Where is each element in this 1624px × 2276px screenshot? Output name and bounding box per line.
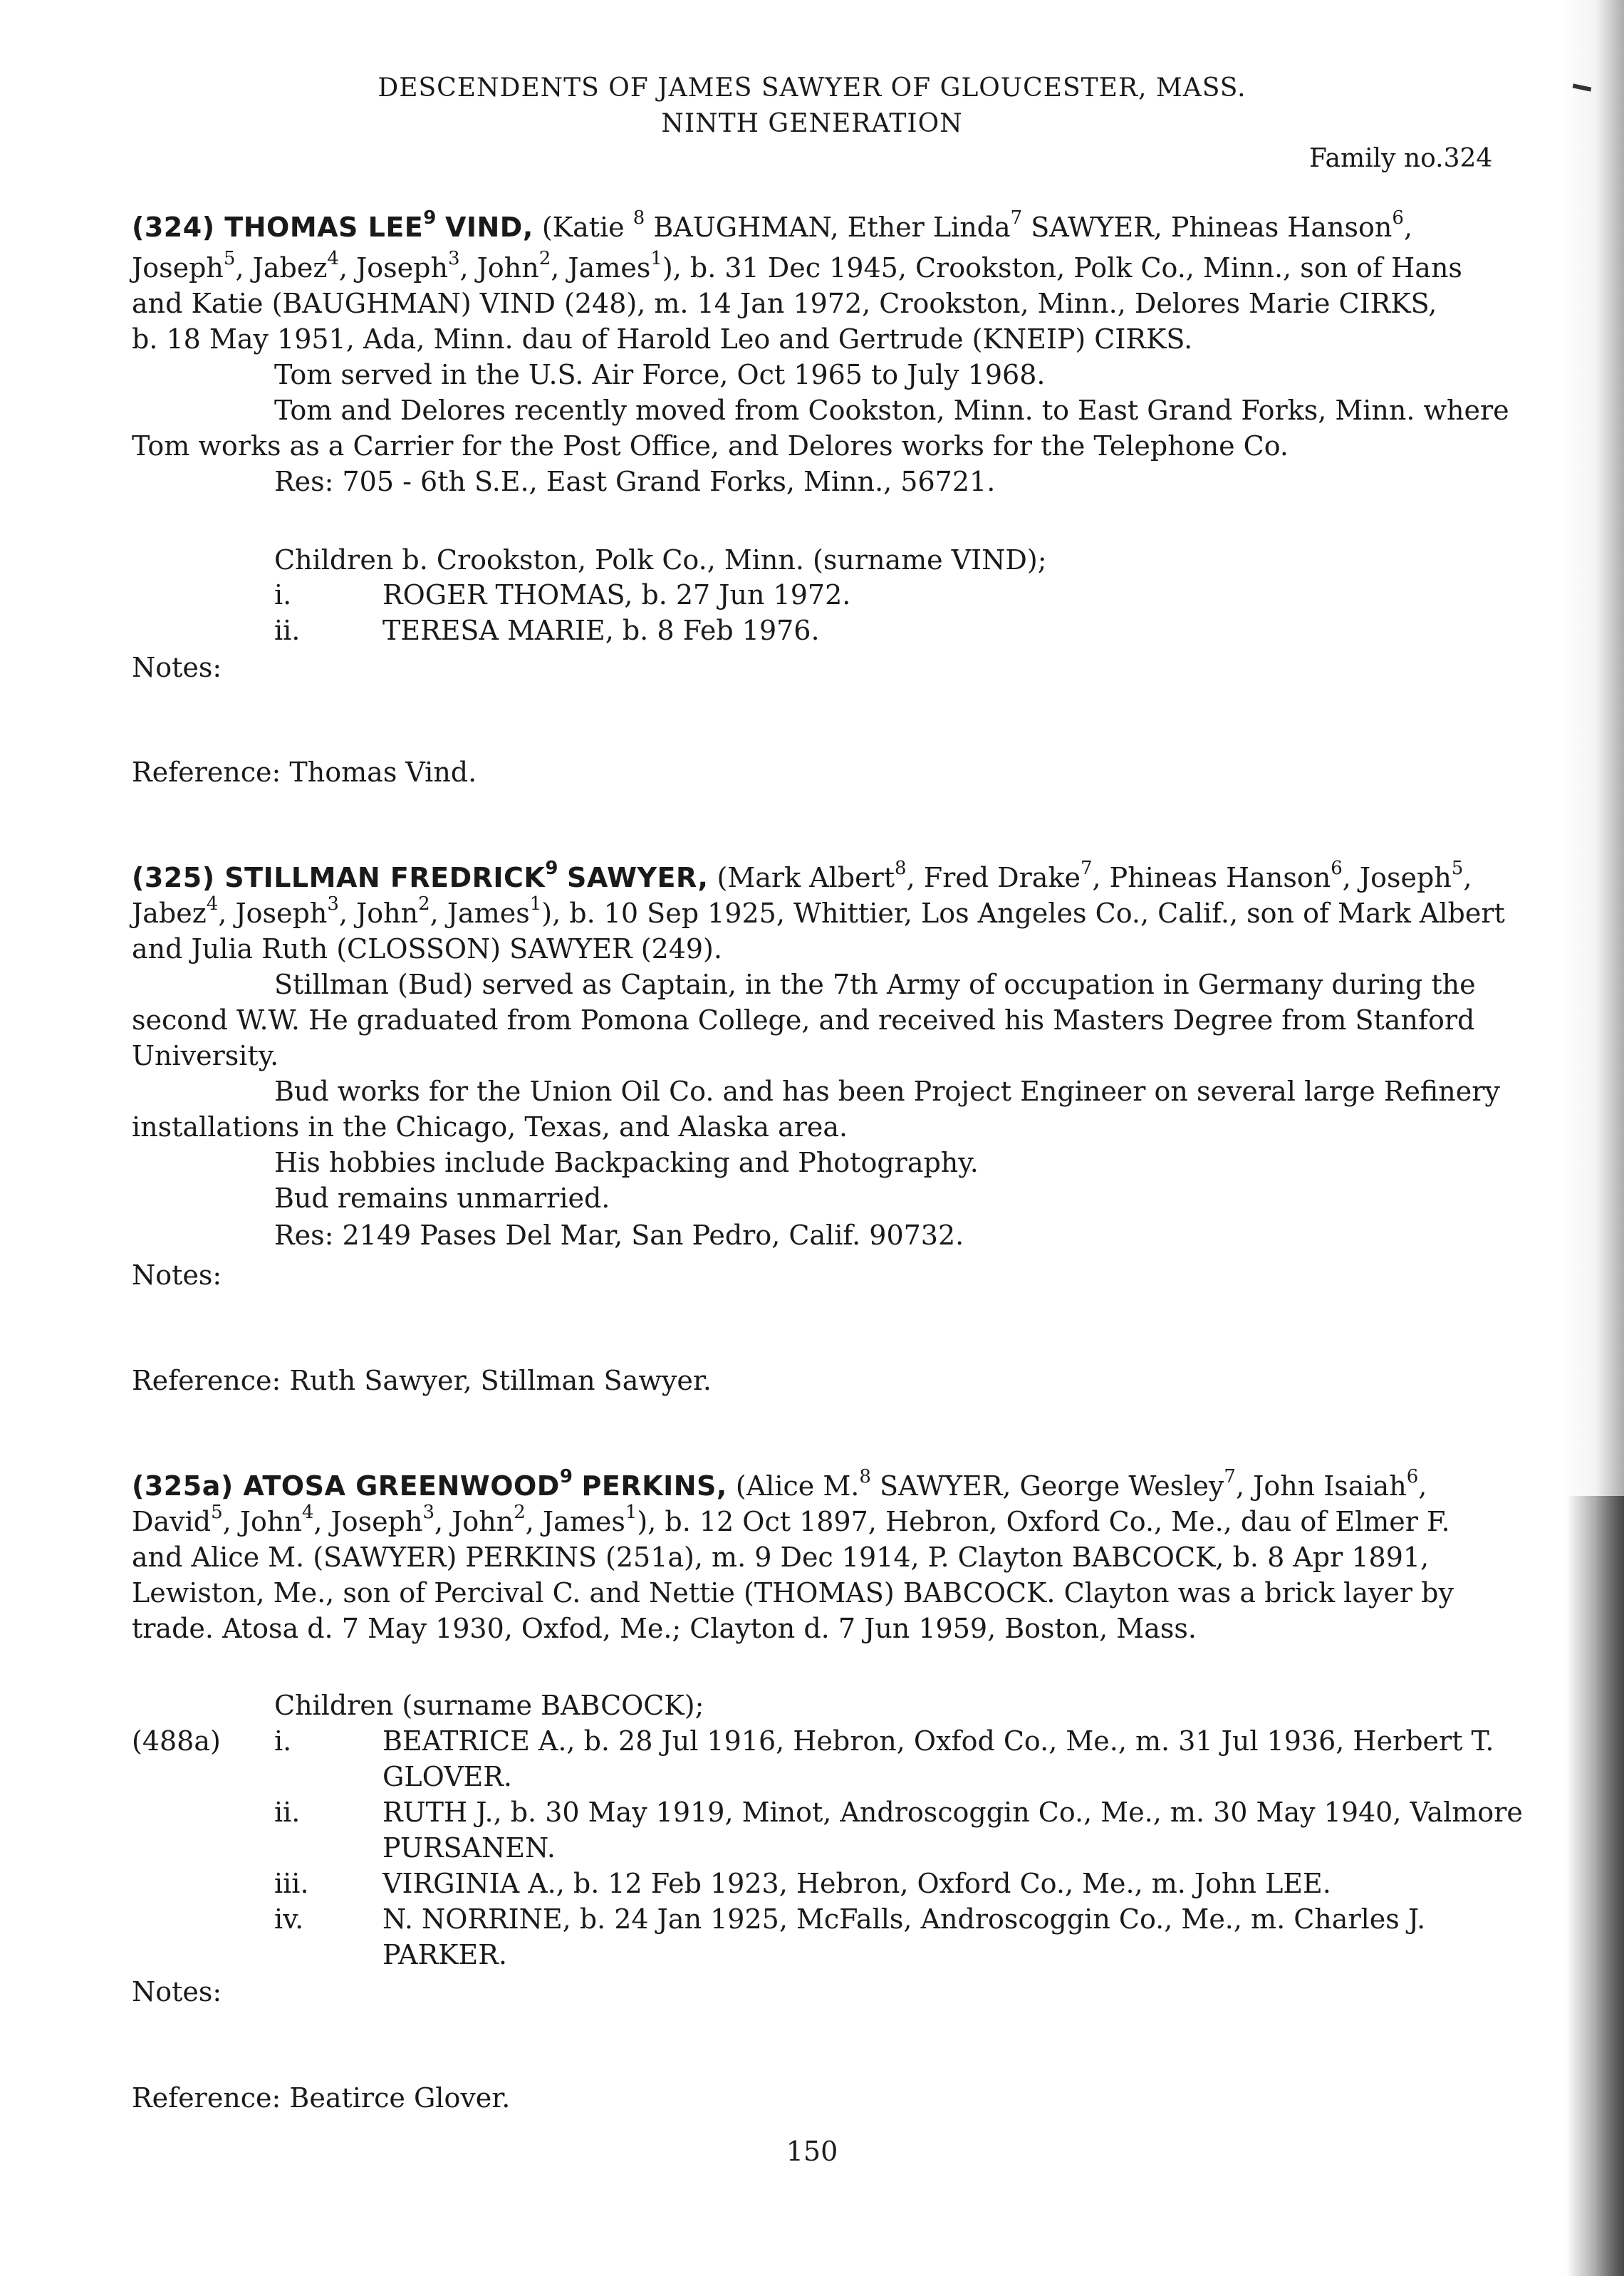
entry-325-line-2: Jabez$^4$, Joseph$^3$, John$^2$, James$^1$), b. 10 Sep 1925, Whittier, Los Angeles Co., Calif., son of Mark Albert (132, 893, 1505, 929)
generation-title: NINTH GENERATION (661, 109, 963, 138)
child-entry-cont: PURSANEN. (382, 1832, 556, 1864)
child-number: i. (274, 579, 292, 610)
child-entry: TERESA MARIE, b. 8 Feb 1976. (382, 615, 820, 646)
child-entry: RUTH J., b. 30 May 1919, Minot, Androscoggin Co., Me., m. 30 May 1940, Valmore (382, 1797, 1523, 1828)
child-number: ii. (274, 615, 301, 646)
entry-325a-line-2: David$^5$, John$^4$, Joseph$^3$, John$^2$, James$^1$), b. 12 Oct 1897, Hebron, Oxford Co., Me., dau of Elmer F. (132, 1502, 1450, 1537)
entry-324-line-2: Joseph$^5$, Jabez$^4$, Joseph$^3$, John$^2$, James$^1$), b. 31 Dec 1945, Crookston, Polk Co., Minn., son of Hans (132, 248, 1462, 284)
child-entry: ROGER THOMAS, b. 27 Jun 1972. (382, 579, 851, 610)
entry-324-work: Tom works as a Carrier for the Post Office, and Delores works for the Telephone Co. (132, 430, 1289, 462)
entry-324-line-3: and Katie (BAUGHMAN) VIND (248), m. 14 Jan 1972, Crookston, Minn., Delores Marie CIRKS, (132, 288, 1437, 319)
entry-324-move: Tom and Delores recently moved from Cookston, Minn. to East Grand Forks, Minn. where (274, 395, 1509, 426)
child-entry-cont: PARKER. (382, 1939, 507, 1970)
entry-heading: (325) STILLMAN FREDRICK (132, 862, 546, 893)
entry-325a-reference: Reference: Beatirce Glover. (132, 2082, 511, 2114)
entry-325-education-cont: University. (132, 1040, 279, 1071)
entry-325-work-cont: installations in the Chicago, Texas, and Alaska area. (132, 1111, 848, 1143)
entry-324-line-1: (324) THOMAS LEE$^9$ VIND, (Katie $^8$ BAUGHMAN, Ether Linda$^7$ SAWYER, Phineas Hanson$^6$, (132, 207, 1413, 243)
entry-325-line-3: and Julia Ruth (CLOSSON) SAWYER (249). (132, 933, 722, 965)
entry-324-reference: Reference: Thomas Vind. (132, 757, 477, 788)
child-entry-cont: GLOVER. (382, 1761, 512, 1792)
entry-325-work: Bud works for the Union Oil Co. and has been Project Engineer on several large Refinery (274, 1076, 1500, 1107)
page-number: 150 (786, 2136, 838, 2167)
entry-325-service: Stillman (Bud) served as Captain, in the 7th Army of occupation in Germany during the (274, 969, 1476, 1000)
document-title: DESCENDENTS OF JAMES SAWYER OF GLOUCESTER, MASS. (378, 73, 1246, 103)
cross-reference: (488a) (132, 1725, 221, 1757)
entry-heading: (324) THOMAS LEE (132, 212, 424, 243)
entry-324-residence: Res: 705 - 6th S.E., East Grand Forks, Minn., 56721. (274, 466, 996, 497)
entry-325-notes: Notes: (132, 1259, 222, 1291)
entry-325a-line-4: Lewiston, Me., son of Percival C. and Nettie (THOMAS) BABCOCK. Clayton was a brick layer by (132, 1577, 1454, 1609)
entry-325a-notes: Notes: (132, 1976, 222, 2007)
child-entry: N. NORRINE, b. 24 Jan 1925, McFalls, Androscoggin Co., Me., m. Charles J. (382, 1903, 1426, 1935)
entry-325-hobbies: His hobbies include Backpacking and Photography. (274, 1147, 979, 1178)
entry-324-service: Tom served in the U.S. Air Force, Oct 1965 to July 1968. (274, 359, 1046, 390)
entry-325-residence: Res: 2149 Pases Del Mar, San Pedro, Calif. 90732. (274, 1220, 964, 1251)
entry-325a-line-3: and Alice M. (SAWYER) PERKINS (251a), m. 9 Dec 1914, P. Clayton BABCOCK, b. 8 Apr 1891, (132, 1542, 1430, 1573)
child-entry: VIRGINIA A., b. 12 Feb 1923, Hebron, Oxford Co., Me., m. John LEE. (382, 1868, 1331, 1899)
entry-325-reference: Reference: Ruth Sawyer, Stillman Sawyer. (132, 1365, 712, 1396)
entry-325a-line-1: (325a) ATOSA GREENWOOD$^9$ PERKINS, (Alice M.$^8$ SAWYER, George Wesley$^7$, John Isaiah$^6$, (132, 1466, 1427, 1502)
entry-325a-children-intro: Children (surname BABCOCK); (274, 1690, 704, 1721)
child-number: iv. (274, 1903, 304, 1935)
entry-324-notes: Notes: (132, 652, 222, 683)
entry-325-education: second W.W. He graduated from Pomona College, and received his Masters Degree from Stanford (132, 1004, 1475, 1036)
entry-324-children-intro: Children b. Crookston, Polk Co., Minn. (surname VIND); (274, 544, 1047, 576)
entry-heading: (325a) ATOSA GREENWOOD (132, 1470, 560, 1502)
child-number: ii. (274, 1797, 301, 1828)
entry-325-line-1: (325) STILLMAN FREDRICK$^9$ SAWYER, (Mark Albert$^8$, Fred Drake$^7$, Phineas Hanson$^6$, Joseph$^5$, (132, 858, 1472, 893)
family-number: Family no.324 (1309, 144, 1493, 173)
entry-325-status: Bud remains unmarried. (274, 1183, 610, 1214)
entry-324-line-4: b. 18 May 1951, Ada, Minn. dau of Harold Leo and Gertrude (KNEIP) CIRKS. (132, 323, 1193, 355)
child-number: iii. (274, 1868, 309, 1899)
child-entry: BEATRICE A., b. 28 Jul 1916, Hebron, Oxfod Co., Me., m. 31 Jul 1936, Herbert T. (382, 1725, 1494, 1757)
child-number: i. (274, 1725, 292, 1757)
entry-325a-line-5: trade. Atosa d. 7 May 1930, Oxfod, Me.; Clayton d. 7 Jun 1959, Boston, Mass. (132, 1613, 1197, 1644)
